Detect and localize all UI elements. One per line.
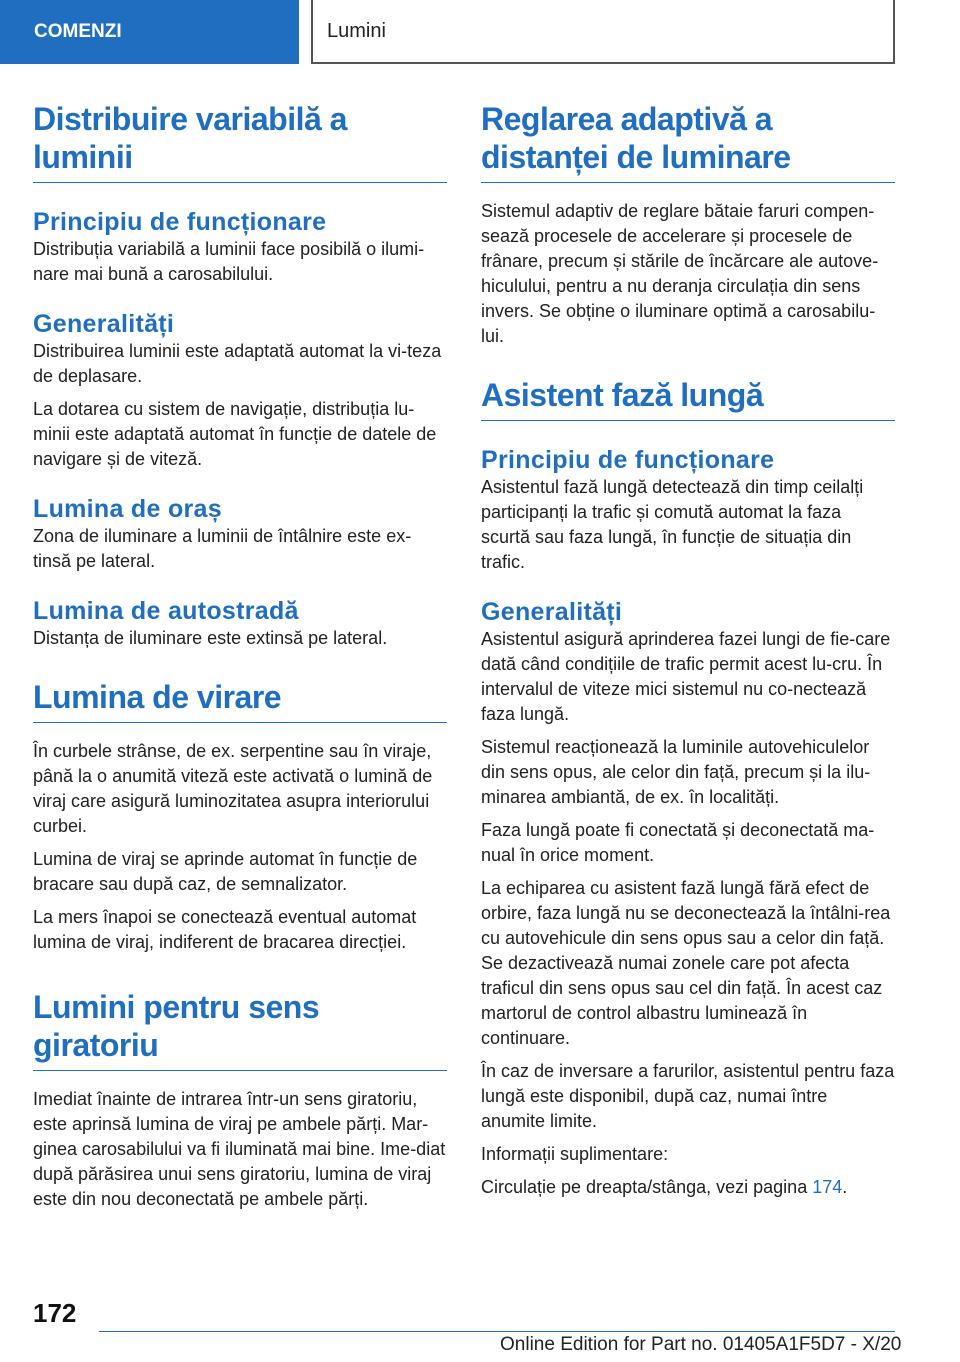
section-tab[interactable]: COMENZI	[0, 0, 299, 64]
topic-tab[interactable]: Lumini	[311, 0, 895, 64]
right-column	[481, 100, 895, 1200]
paragraph: Distribuirea luminii este adaptată automat la vi-teza de deplasare.	[33, 341, 442, 386]
paragraph: Informații suplimentare:	[481, 1144, 669, 1164]
subheading-highway-light: Lumina de autostradă	[33, 597, 299, 625]
heading-variable-distribution: Distribuire variabilă a luminii	[33, 100, 447, 183]
paragraph: Lumina de viraj se aprinde automat în funcție de bracare sau după caz, de semnalizator.	[33, 849, 418, 894]
page-link[interactable]: 174	[812, 1177, 843, 1197]
paragraph: Distribuția variabilă a luminii face posibilă o ilumi-nare mai bună a carosabilului.	[33, 239, 425, 284]
subheading-general: Generalități	[481, 598, 623, 626]
cross-reference	[481, 1175, 895, 1200]
heading-cornering-light: Lumina de virare	[33, 678, 447, 723]
footer-edition: Online Edition for Part no. 01405A1F5D7 - X/20	[500, 1334, 902, 1355]
cross-reference-end: .	[842, 1177, 848, 1197]
subheading-principle: Principiu de funcționare	[481, 446, 775, 474]
paragraph: Imediat înainte de intrarea într-un sens giratoriu, este aprinsă lumina de viraj pe ambele părți. Mar-ginea carosabilului va fi iluminată mai bine. Ime-diat după părăsirea unui sens giratoriu, lumina de viraj este din nou deconectată pe ambele părți.	[33, 1089, 446, 1209]
paragraph: În caz de inversare a farurilor, asistentul pentru faza lungă este disponibil, după caz, numai între anumite limite.	[481, 1061, 895, 1131]
subheading-principle: Principiu de funcționare	[33, 208, 327, 236]
paragraph: La mers înapoi se conectează eventual automat lumina de viraj, indiferent de bracarea direcției.	[33, 907, 417, 952]
paragraph: La dotarea cu sistem de navigație, distribuția lu-minii este adaptată automat în funcție de datele de navigare și de viteză.	[33, 399, 437, 469]
paragraph: Sistemul adaptiv de reglare bătaie faruri compen-sează procesele de accelerare și procesele de frânare, precum și stările de încărcare ale autove-hiculului, pentru a nu deranja circulația din sens invers. Se obține o iluminare optimă a carosabilu-lui.	[481, 201, 879, 346]
paragraph: Sistemul reacționează la luminile autovehiculelor din sens opus, ale celor din față, precum și la ilu-minarea ambiantă, de ex. în localități.	[481, 737, 871, 807]
heading-high-beam-assistant: Asistent fază lungă	[481, 376, 895, 421]
paragraph: Asistentul asigură aprinderea fazei lungi de fie-care dată când condițiile de trafic permit acest lu-cru. În intervalul de viteze mici sistemul nu co-nectează faza lungă.	[481, 629, 891, 724]
heading-roundabout-lights: Lumini pentru sens giratoriu	[33, 988, 447, 1071]
paragraph: Distanța de iluminare este extinsă pe lateral.	[33, 628, 388, 648]
left-column	[33, 100, 447, 1212]
subheading-general: Generalități	[33, 310, 175, 338]
paragraph: În curbele strânse, de ex. serpentine sau în viraje, până la o anumită viteză este activată o lumină de viraj care asigură luminozitatea asupra interiorului curbei.	[33, 741, 433, 836]
paragraph: Zona de iluminare a luminii de întâlnire este ex-tinsă pe lateral.	[33, 526, 412, 571]
paragraph: Faza lungă poate fi conectată și deconectată ma-nual în orice moment.	[481, 820, 875, 865]
page-number: 172	[33, 1298, 77, 1328]
paragraph: La echiparea cu asistent fază lungă fără efect de orbire, faza lungă nu se deconectează la întâlni-rea cu autovehicule din sens opus sau a celor din față. Se dezactivează numai zonele care pot afecta traficul din sens opus sau cel din față. În acest caz martorul de control albastru luminează în continuare.	[481, 878, 891, 1048]
paragraph: Asistentul fază lungă detectează din timp ceilalți participanți la trafic și comută automat la faza scurtă sau faza lungă, în funcție de situația din trafic.	[481, 477, 864, 572]
subheading-city-light: Lumina de oraș	[33, 495, 222, 523]
footer-divider	[99, 1331, 895, 1332]
cross-reference-text: Circulație pe dreapta/stânga, vezi pagina	[481, 1177, 813, 1197]
heading-adaptive-range: Reglarea adaptivă a distanței de luminare	[481, 100, 895, 183]
